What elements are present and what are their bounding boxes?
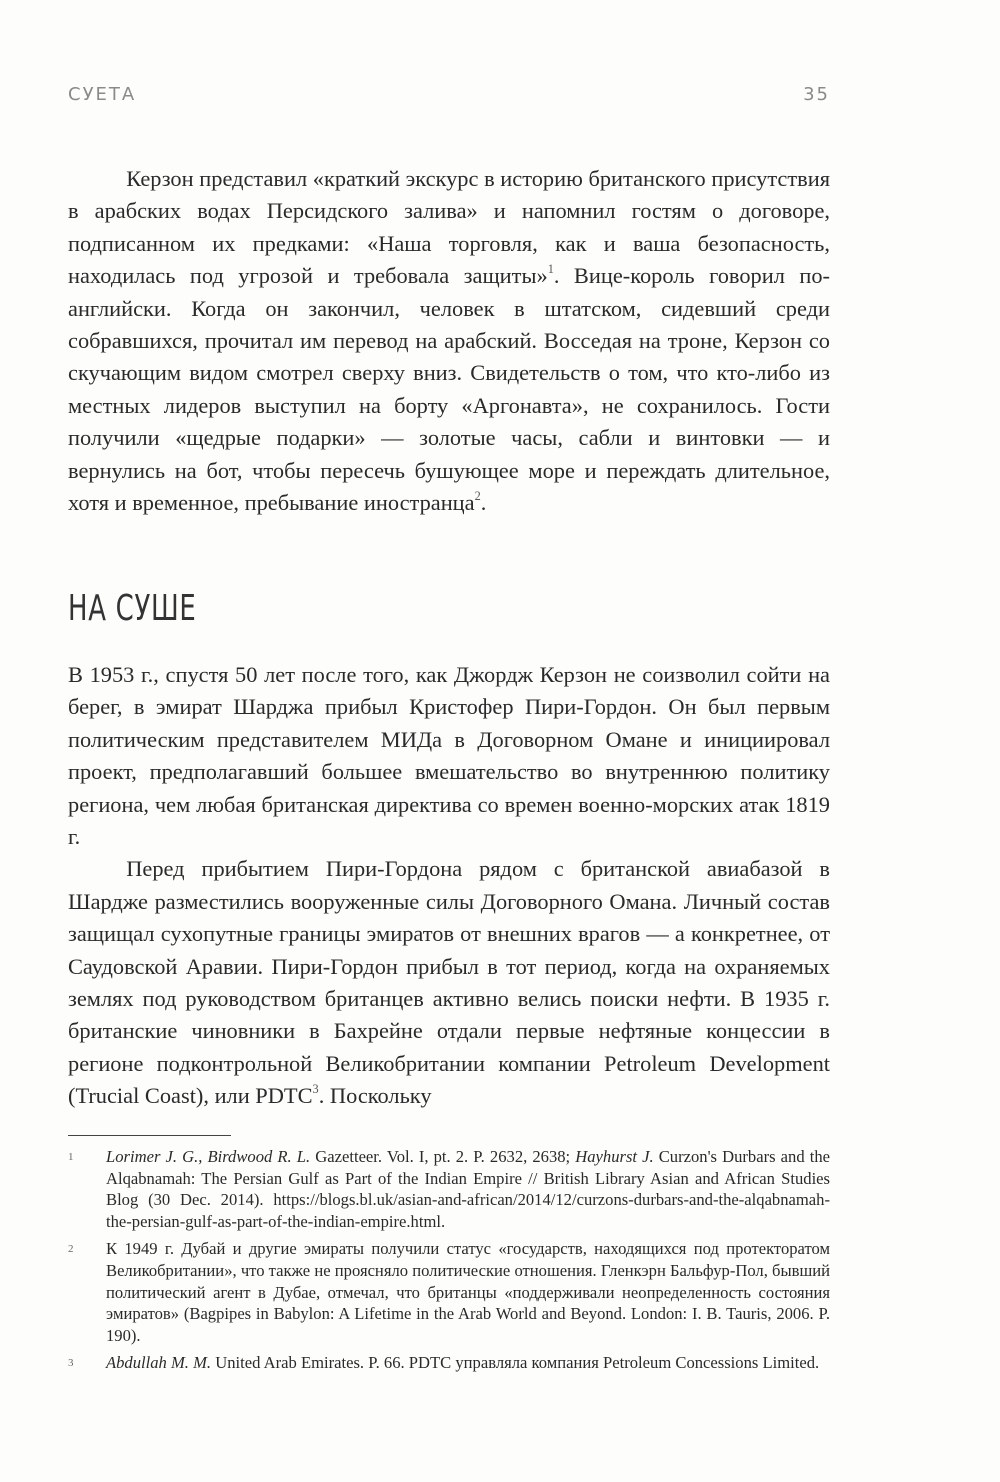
running-head-title: СУЕТА [68, 84, 137, 105]
running-head [68, 84, 830, 105]
footnote-divider [68, 1135, 231, 1136]
footnote-number: 2 [68, 1243, 74, 1256]
section-text-block [68, 659, 830, 1113]
footnote-3 [68, 1352, 830, 1375]
paragraph-text: . Поскольку [318, 1083, 432, 1109]
footnote-text: К 1949 г. Дубай и другие эмираты получили статус «государств, находящихся под протекторатом Великобритании», что также не проясняло политические отношения. Гленкэрн Бальфур-Пол, бывший политический агент в Дубае, отмечал, что британцы «поддерживали неопределенность состояния эмиратов» (Bagpipes in Babylon: A Lifetime in the Arab World and Beyond. London: I. B. Tauris, 2006. P. 190). [106, 1239, 830, 1345]
footnote-citation: Gazetteer. Vol. I, pt. 2. P. 2632, 2638; [310, 1147, 576, 1166]
footnote-authors: Abdullah M. M. [106, 1353, 212, 1373]
footnote-text [106, 1146, 830, 1232]
section-heading: НА СУШЕ [68, 588, 197, 629]
footnote-citation: Curzon's Durbars and the Alqabnamah: The Persian Gulf as Part of the Indian Empire // British Library Asian and African Studies Blog (30 Dec. 2014). https://blogs.bl.uk/asian-and-african/2014/12/curzons-durbars-and-the-alqabnamah-the-persian-gulf-as-part-of-the-indian-empire.html. [106, 1147, 830, 1231]
paragraph-pirie-gordon [68, 853, 830, 1112]
paragraph-curzon [68, 163, 830, 519]
footnote-citation: United Arab Emirates. P. 66. PDTC управляла компания Petroleum Concessions Limited. [211, 1353, 820, 1373]
footnote-1 [68, 1146, 830, 1232]
paragraph-text: . [480, 490, 487, 516]
paragraph-text: . Вице-король говорил по-английски. Когда он закончил, человек в штатском, сидевший среди собравшихся, прочитал им перевод на арабский. Восседая на троне, Керзон со скучающим видом смотрел сверху вниз. Свидетельств о том, что кто-либо из местных лидеров выступил на борту «Аргонавта», не сохранилось. Гости получили «щедрые подарки» — золотые часы, сабли и винтовки — и вернулись на бот, чтобы пересечь бушующее море и переждать длительное, хотя и временное, пребывание иностранца [68, 263, 830, 516]
paragraph-1953: В 1953 г., спустя 50 лет после того, как Джордж Керзон не соизволил сойти на берег, в эмират Шарджа прибыл Кристофер Пири-Гордон. Он был первым политическим представителем МИДа в Договорном Омане и инициировал проект, предполагавший большее вмешательство во внутреннюю политику региона, чем любая британская директива со времен военно-морских атак 1819 г. [68, 662, 830, 850]
footnote-ref-3[interactable]: 3 [312, 1082, 319, 1097]
footnote-authors: Hayhurst J. [575, 1147, 654, 1166]
footnote-ref-2[interactable]: 2 [474, 489, 481, 504]
footnote-number: 1 [68, 1151, 74, 1163]
footnote-text [106, 1352, 830, 1375]
opening-text-block [68, 163, 830, 519]
footnote-ref-1[interactable]: 1 [547, 262, 554, 277]
footnote-number: 3 [68, 1357, 74, 1370]
footnote-2 [68, 1238, 830, 1346]
footnotes [68, 1146, 830, 1381]
page-number: 35 [803, 84, 830, 105]
footnote-authors: Lorimer J. G., Birdwood R. L. [106, 1147, 311, 1166]
paragraph-text: Перед прибытием Пири-Гордона рядом с британской авиабазой в Шардже разместились вооруженные силы Договорного Омана. Личный состав защищал сухопутные границы эмиратов от внешних врагов — а конкретнее, от Саудовской Аравии. Пири-Гордон прибыл в тот период, когда на охраняемых землях под руководством британцев активно велись поиски нефти. В 1935 г. британские чиновники в Бахрейне отдали первые нефтяные концессии в регионе подконтрольной Великобритании компании Petroleum Development (Trucial Coast), или PDTC [68, 856, 830, 1109]
paragraph-text: Керзон представил «краткий экскурс в историю британского присутствия в арабских водах Персидского залива» и напомнил гостям о договоре, подписанном их предками: «Наша торговля, как и ваша безопасность, находилась под угрозой и требовала защиты» [68, 166, 830, 289]
